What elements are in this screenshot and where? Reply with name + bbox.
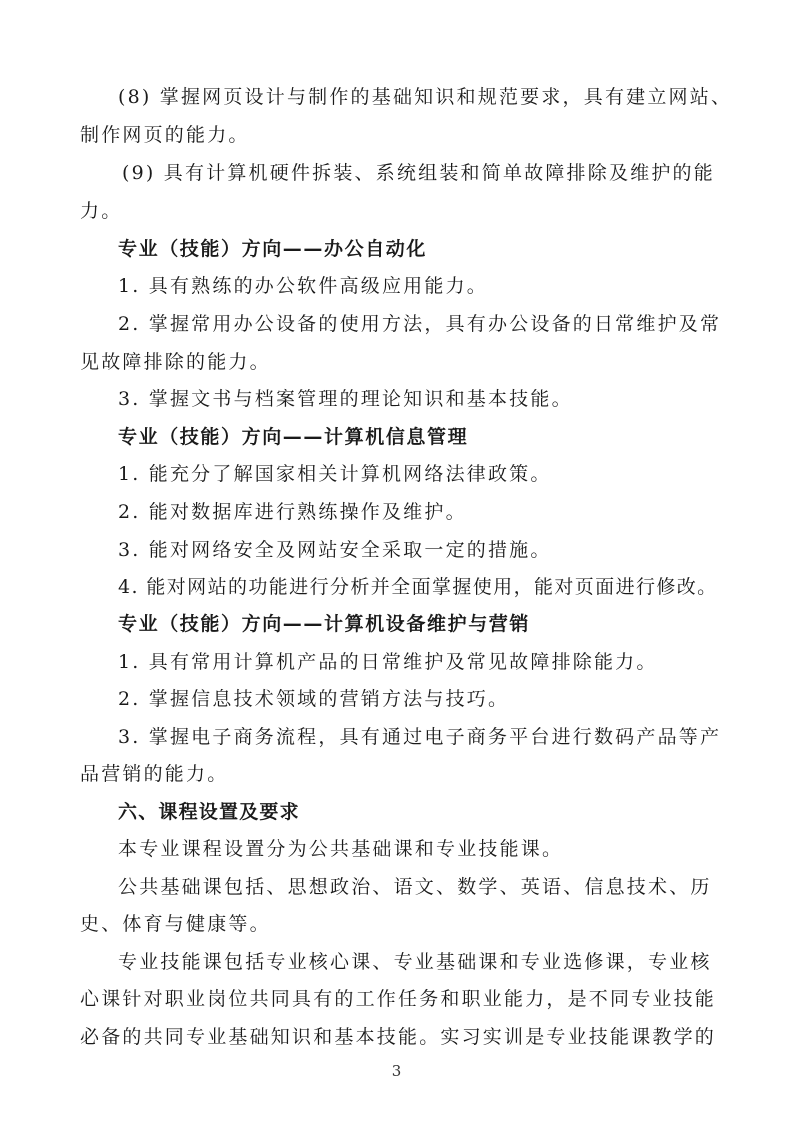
office-item-2-line-2: 见故障排除的能力。 xyxy=(80,351,271,373)
device-item-1: 1. 具有常用计算机产品的日常维护及常见故障排除能力。 xyxy=(118,651,658,673)
curriculum-para-1: 本专业课程设置分为公共基础课和专业技能课。 xyxy=(118,838,564,860)
info-item-4: 4. 能对网站的功能进行分析并全面掌握使用，能对页面进行修改。 xyxy=(118,576,718,598)
item-9-line-2: 力。 xyxy=(80,200,123,222)
curriculum-para-3-line-1: 专业技能课包括专业核心课、专业基础课和专业选修课，专业核 xyxy=(118,951,712,973)
heading-device-maintenance-sales: 专业（技能）方向——计算机设备维护与营销 xyxy=(118,613,531,635)
office-item-3: 3. 掌握文书与档案管理的理论知识和基本技能。 xyxy=(118,388,573,410)
section-heading-curriculum: 六、课程设置及要求 xyxy=(118,801,300,823)
device-item-3-line-1: 3. 掌握电子商务流程，具有通过电子商务平台进行数码产品等产 xyxy=(118,726,722,748)
curriculum-para-3-line-3: 必备的共同专业基础知识和基本技能。实习实训是专业技能课教学的 xyxy=(80,1026,717,1048)
item-8-line-2: 制作网页的能力。 xyxy=(80,124,250,146)
item-9-line-1: (9) 具有计算机硬件拆装、系统组装和简单故障排除及维护的能 xyxy=(122,162,715,184)
page-number: 3 xyxy=(391,1062,402,1080)
item-8-line-1: (8) 掌握网页设计与制作的基础知识和规范要求，具有建立网站、 xyxy=(118,86,733,108)
heading-office-automation: 专业（技能）方向——办公自动化 xyxy=(118,238,428,260)
curriculum-para-3-line-2: 心课针对职业岗位共同具有的工作任务和职业能力，是不同专业技能 xyxy=(80,988,717,1010)
office-item-1: 1. 具有熟练的办公软件高级应用能力。 xyxy=(118,275,488,297)
info-item-2: 2. 能对数据库进行熟练操作及维护。 xyxy=(118,501,467,523)
heading-info-management: 专业（技能）方向——计算机信息管理 xyxy=(118,426,469,448)
office-item-2-line-1: 2. 掌握常用办公设备的使用方法，具有办公设备的日常维护及常 xyxy=(118,313,722,335)
curriculum-para-2-line-1: 公共基础课包括、思想政治、语文、数学、英语、信息技术、历 xyxy=(118,876,712,898)
device-item-2: 2. 掌握信息技术领域的营销方法与技巧。 xyxy=(118,688,510,710)
curriculum-para-2-line-2: 史、体育与健康等。 xyxy=(80,913,271,935)
info-item-1: 1. 能充分了解国家相关计算机网络法律政策。 xyxy=(118,463,552,485)
device-item-3-line-2: 品营销的能力。 xyxy=(80,763,229,785)
info-item-3: 3. 能对网络安全及网站安全采取一定的措施。 xyxy=(118,539,552,561)
